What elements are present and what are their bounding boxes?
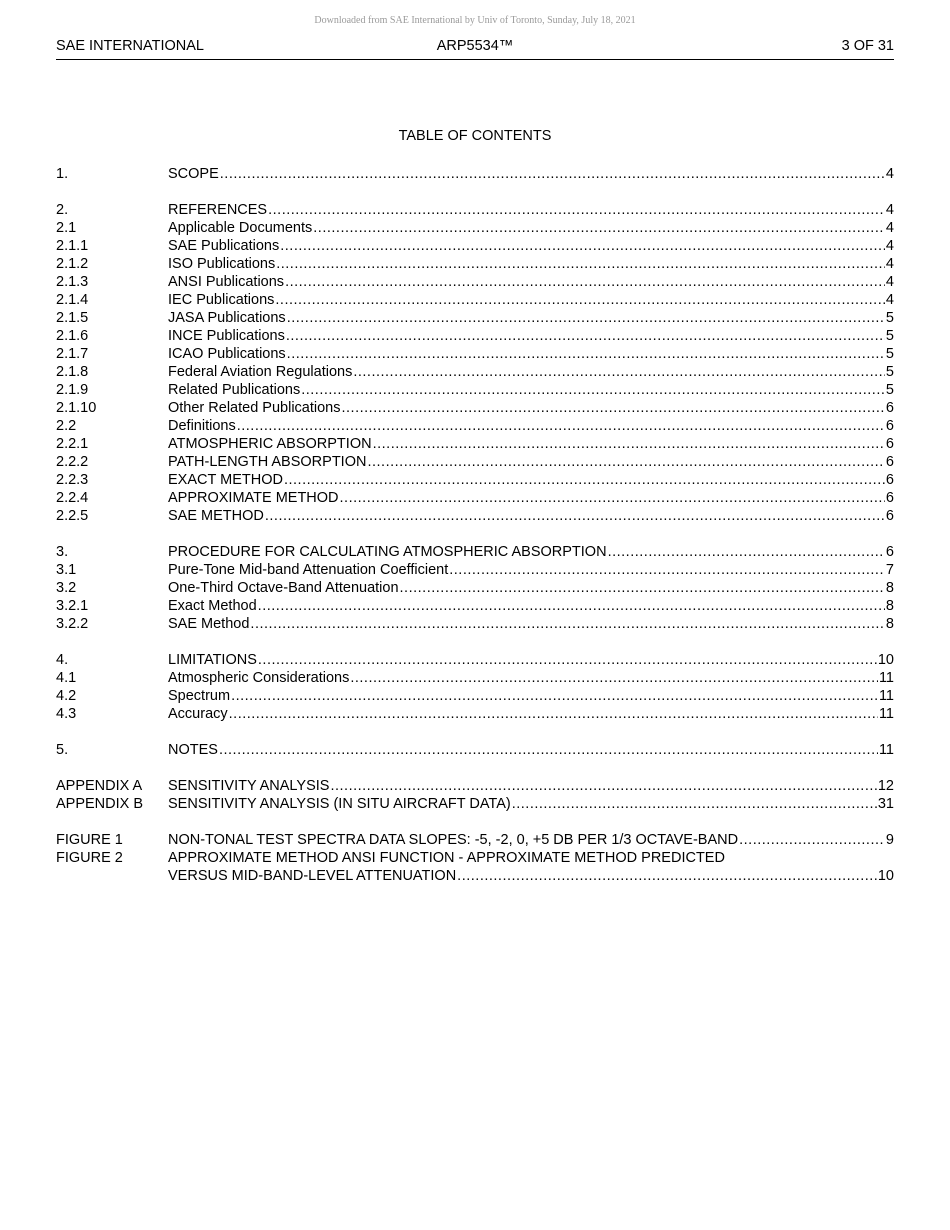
toc-entry-number: APPENDIX B (56, 796, 144, 812)
toc-entry[interactable] (56, 273, 894, 291)
toc-entry-page: 5 (885, 328, 894, 344)
toc-entry-number: 2.2.4 (56, 490, 89, 506)
toc-entry-page: 5 (885, 346, 894, 362)
toc-entry-title: SENSITIVITY ANALYSIS (168, 778, 330, 794)
toc-entry-title: Applicable Documents (168, 220, 313, 236)
toc-entry-page: 8 (885, 598, 894, 614)
toc-entry-number: 1. (56, 166, 69, 182)
header-document-id: ARP5534™ (436, 38, 514, 54)
toc-entry-title: ATMOSPHERIC ABSORPTION (168, 436, 372, 452)
toc-entry[interactable] (56, 327, 894, 345)
toc-entry-number: 2.1 (56, 220, 77, 236)
toc-entry-number: 4.1 (56, 670, 77, 686)
toc-entry[interactable] (56, 687, 894, 705)
toc-entry-page: 4 (885, 238, 894, 254)
toc-entry-page: 31 (877, 796, 894, 812)
toc-entry-title: Related Publications (168, 382, 301, 398)
toc-entry-page: 8 (885, 616, 894, 632)
toc-entry-title: EXACT METHOD (168, 472, 283, 488)
toc-entry[interactable] (56, 345, 894, 363)
toc-entry[interactable] (56, 867, 894, 885)
toc-entry-title: IEC Publications (168, 292, 275, 308)
toc-entry[interactable] (56, 777, 894, 795)
toc-entry-title: ISO Publications (168, 256, 276, 272)
toc-entry-number: 3. (56, 544, 69, 560)
toc-entry-title: Pure-Tone Mid-band Attenuation Coefficient (168, 562, 449, 578)
toc-entry[interactable] (56, 651, 894, 669)
toc-entry-number: 2.2.2 (56, 454, 89, 470)
toc-entry-page: 12 (877, 778, 894, 794)
toc-entry-title: NOTES (168, 742, 218, 758)
toc-entry-title: SAE Method (168, 616, 250, 632)
toc-entry[interactable] (56, 201, 894, 219)
toc-entry-title: NON-TONAL TEST SPECTRA DATA SLOPES: -5, -2, 0, +5 DB PER 1/3 OCTAVE-BAND (168, 832, 739, 848)
toc-entry-number: 2.1.2 (56, 256, 89, 272)
toc-entry-number: 4.3 (56, 706, 77, 722)
toc-entry-page: 6 (885, 400, 894, 416)
table-of-contents (56, 165, 894, 885)
toc-entry[interactable] (56, 543, 894, 561)
toc-entry-page: 9 (885, 832, 894, 848)
toc-entry-title: Federal Aviation Regulations (168, 364, 353, 380)
toc-entry-number: 3.1 (56, 562, 77, 578)
toc-entry-number: 4. (56, 652, 69, 668)
toc-entry-number: 2.1.3 (56, 274, 89, 290)
toc-entry-page: 7 (885, 562, 894, 578)
toc-entry[interactable] (56, 309, 894, 327)
toc-entry-page: 6 (885, 418, 894, 434)
toc-entry-page: 5 (885, 382, 894, 398)
header-organization: SAE INTERNATIONAL (56, 38, 204, 54)
toc-entry-number: 2.1.8 (56, 364, 89, 380)
toc-entry-title: SAE Publications (168, 238, 280, 254)
toc-entry-title: APPROXIMATE METHOD (168, 490, 339, 506)
toc-entry-title: APPROXIMATE METHOD ANSI FUNCTION - APPROXIMATE METHOD PREDICTED (168, 850, 725, 866)
toc-entry-title: LIMITATIONS (168, 652, 257, 668)
toc-entry-page: 4 (885, 256, 894, 272)
toc-entry-title: INCE Publications (168, 328, 285, 344)
toc-entry-title: VERSUS MID-BAND-LEVEL ATTENUATION (168, 868, 457, 884)
toc-entry-page: 4 (885, 274, 894, 290)
toc-entry-number: 2.1.6 (56, 328, 89, 344)
toc-entry-page: 4 (885, 166, 894, 182)
toc-entry-page: 6 (885, 436, 894, 452)
toc-entry-title: SAE METHOD (168, 508, 264, 524)
toc-entry[interactable] (56, 669, 894, 687)
header-page-label: 3 OF 31 (841, 38, 894, 54)
toc-entry-page: 6 (885, 508, 894, 524)
toc-entry-title: PATH-LENGTH ABSORPTION (168, 454, 367, 470)
toc-entry-page: 4 (885, 220, 894, 236)
toc-entry-number: 3.2.2 (56, 616, 89, 632)
toc-entry-page: 4 (885, 292, 894, 308)
toc-entry-page: 5 (885, 364, 894, 380)
toc-entry[interactable] (56, 849, 894, 867)
toc-entry-page: 8 (885, 580, 894, 596)
toc-entry[interactable] (56, 399, 894, 417)
toc-entry-page: 11 (878, 688, 894, 704)
toc-entry[interactable] (56, 705, 894, 723)
toc-entry[interactable] (56, 741, 894, 759)
toc-entry[interactable] (56, 579, 894, 597)
toc-entry-title: Exact Method (168, 598, 257, 614)
toc-entry[interactable] (56, 831, 894, 849)
download-watermark: Downloaded from SAE International by Univ of Toronto, Sunday, July 18, 2021 (314, 15, 636, 26)
toc-entry-number: APPENDIX A (56, 778, 143, 794)
toc-entry-page: 5 (885, 310, 894, 326)
toc-entry-page: 11 (878, 706, 894, 722)
toc-entry-title: ICAO Publications (168, 346, 286, 362)
toc-entry[interactable] (56, 291, 894, 309)
toc-entry-title: Accuracy (168, 706, 228, 722)
toc-entry-title: Other Related Publications (168, 400, 341, 416)
toc-title: TABLE OF CONTENTS (398, 128, 552, 144)
toc-entry[interactable] (56, 363, 894, 381)
toc-entry[interactable] (56, 615, 894, 633)
page-header (56, 38, 894, 60)
toc-entry[interactable] (56, 795, 894, 813)
toc-entry-title: JASA Publications (168, 310, 286, 326)
toc-entry-title: PROCEDURE FOR CALCULATING ATMOSPHERIC ABSORPTION (168, 544, 607, 560)
toc-entry-page: 10 (877, 652, 894, 668)
toc-entry[interactable] (56, 255, 894, 273)
toc-entry-number: 5. (56, 742, 69, 758)
toc-entry-page: 6 (885, 454, 894, 470)
toc-entry-page: 11 (878, 670, 894, 686)
toc-entry-page: 6 (885, 544, 894, 560)
toc-entry-page: 4 (885, 202, 894, 218)
toc-entry-number: 2.2.5 (56, 508, 89, 524)
toc-entry-number: 3.2.1 (56, 598, 89, 614)
toc-entry-number: 2.2.3 (56, 472, 89, 488)
toc-entry[interactable] (56, 381, 894, 399)
toc-entry-title: Atmospheric Considerations (168, 670, 350, 686)
toc-entry-number: 2.1.4 (56, 292, 89, 308)
toc-entry-page: 10 (877, 868, 894, 884)
toc-entry-title: One-Third Octave-Band Attenuation (168, 580, 399, 596)
toc-entry-number: 3.2 (56, 580, 77, 596)
toc-entry-number: 4.2 (56, 688, 77, 704)
toc-entry[interactable] (56, 507, 894, 525)
toc-entry-title: ANSI Publications (168, 274, 285, 290)
toc-entry-number: 2.1.7 (56, 346, 89, 362)
toc-entry-number: 2.1.1 (56, 238, 89, 254)
toc-entry-number: 2.2.1 (56, 436, 89, 452)
toc-entry[interactable] (56, 471, 894, 489)
toc-entry[interactable] (56, 165, 894, 183)
toc-entry-number: 2.1.9 (56, 382, 89, 398)
toc-entry-page: 6 (885, 472, 894, 488)
toc-entry-number: 2. (56, 202, 69, 218)
toc-entry-title: Spectrum (168, 688, 231, 704)
toc-entry-page: 6 (885, 490, 894, 506)
toc-entry-number: 2.1.10 (56, 400, 97, 416)
toc-entry[interactable] (56, 435, 894, 453)
toc-entry-number: 2.2 (56, 418, 77, 434)
toc-entry-title: SENSITIVITY ANALYSIS (IN SITU AIRCRAFT DATA) (168, 796, 511, 812)
toc-entry-number: FIGURE 1 (56, 832, 123, 848)
toc-entry-number: 2.1.5 (56, 310, 89, 326)
toc-entry[interactable] (56, 453, 894, 471)
toc-entry-title: SCOPE (168, 166, 219, 182)
toc-entry[interactable] (56, 417, 894, 435)
toc-entry[interactable] (56, 597, 894, 615)
toc-entry-title: Definitions (168, 418, 236, 434)
toc-entry-number: FIGURE 2 (56, 850, 123, 866)
toc-entry[interactable] (56, 561, 894, 579)
toc-entry[interactable] (56, 219, 894, 237)
toc-entry-title: REFERENCES (168, 202, 268, 218)
toc-entry-page: 11 (878, 742, 894, 758)
toc-entry[interactable] (56, 237, 894, 255)
toc-entry[interactable] (56, 489, 894, 507)
